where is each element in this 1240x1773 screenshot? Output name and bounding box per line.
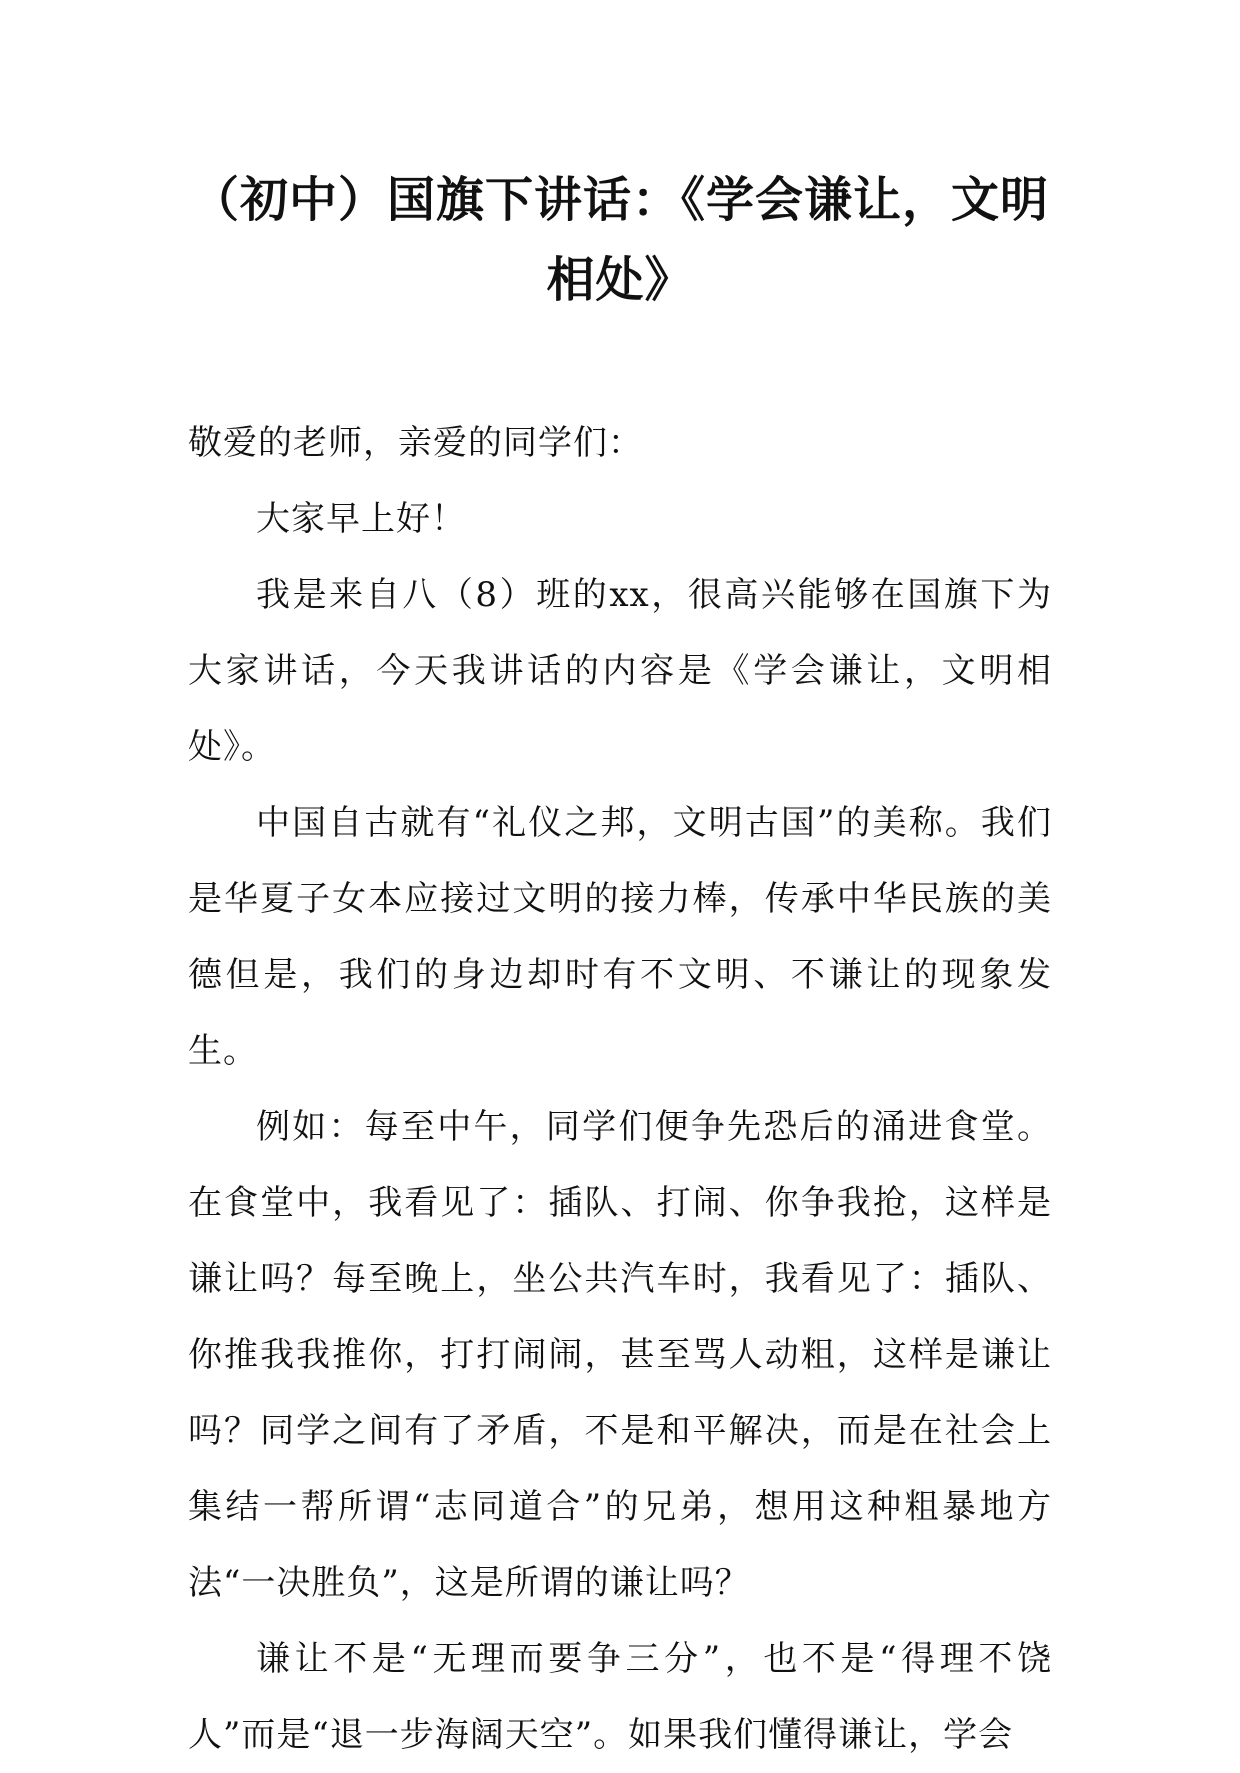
salutation: 敬爱的老师，亲爱的同学们： [188,423,643,463]
paragraph-greeting: 大家早上好！ [256,499,466,539]
paragraph-definition: 谦让不是“无理而要争三分”，也不是“得理不饶人”而是“退一步海阔天空”。如果我们懂得谦让，学会 [188,1639,1052,1755]
paragraph-introduction: 我是来自八（8）班的xx，很高兴能够在国旗下为大家讲话，今天我讲话的内容是《学会谦让，文明相处》。 [188,575,1052,767]
paragraph-examples: 例如：每至中午，同学们便争先恐后的涌进食堂。在食堂中，我看见了：插队、打闹、你争我抢，这样是谦让吗？每至晚上，坐公共汽车时，我看见了：插队、你推我我推你，打打闹闹，甚至骂人动粗，这样是谦让吗？同学之间有了矛盾，不是和平解决，而是在社会上集结一帮所谓“志同道合”的兄弟，想用这种粗暴地方法“一决胜负”，这是所谓的谦让吗？ [188,1107,1052,1603]
document-title: （初中）国旗下讲话：《学会谦让，文明相处》 [190,172,1049,308]
document-body [188,405,1052,1773]
paragraph-heritage: 中国自古就有“礼仪之邦，文明古国”的美称。我们是华夏子女本应接过文明的接力棒，传承中华民族的美德但是，我们的身边却时有不文明、不谦让的现象发生。 [188,803,1052,1071]
